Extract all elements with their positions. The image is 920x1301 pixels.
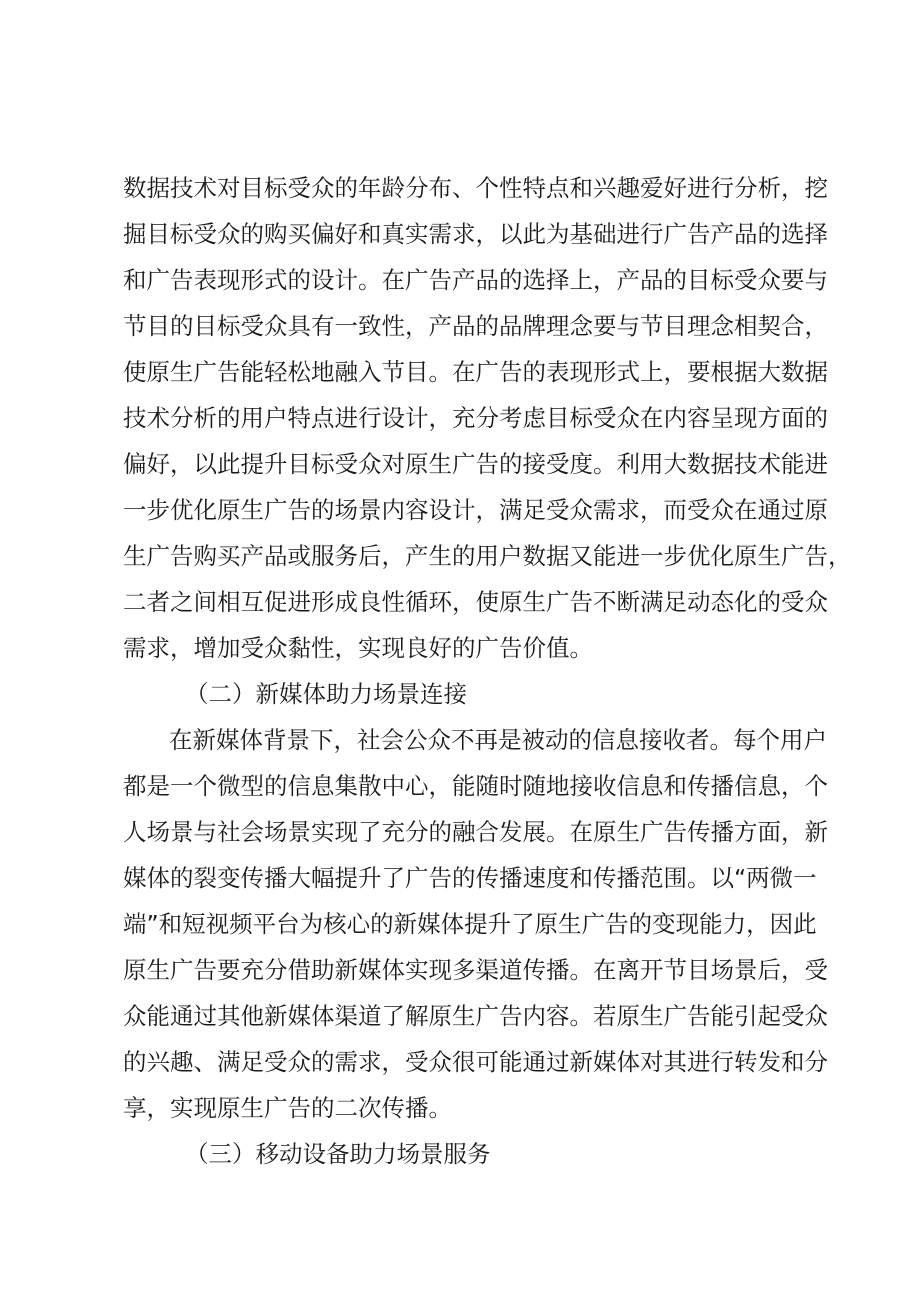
text-line: 都是一个微型的信息集散中心，能随时随地接收信息和传播信息，个: [123, 772, 828, 800]
text-line: 使原生广告能轻松地融入节目。在广告的表现形式上，要根据大数据: [123, 358, 828, 386]
text-line: 节目的目标受众具有一致性，产品的品牌理念要与节目理念相契合，: [123, 312, 828, 340]
text-line: 的兴趣、满足受众的需求，受众很可能通过新媒体对其进行转发和分: [123, 1048, 828, 1076]
text-line: 二者之间相互促进形成良性循环，使原生广告不断满足动态化的受众: [123, 588, 828, 616]
text-line: 媒体的裂变传播大幅提升了广告的传播速度和传播范围。以“两微一: [123, 864, 817, 892]
paragraph: [123, 165, 852, 671]
text-line: 和广告表现形式的设计。在广告产品的选择上，产品的目标受众要与: [123, 266, 828, 294]
section-heading: （三）移动设备助力场景服务: [185, 1140, 491, 1168]
text-line: 端”和短视频平台为核心的新媒体提升了原生广告的变现能力，因此: [123, 910, 817, 938]
text-line: 掘目标受众的购买偏好和真实需求，以此为基础进行广告产品的选择: [123, 220, 828, 248]
text-line: 需求，增加受众黏性，实现良好的广告价值。: [123, 634, 593, 662]
text-line: 原生广告要充分借助新媒体实现多渠道传播。在离开节目场景后，受: [123, 956, 828, 984]
text-line: 一步优化原生广告的场景内容设计，满足受众需求，而受众在通过原: [123, 496, 828, 524]
section-heading: （二）新媒体助力场景连接: [185, 680, 467, 708]
text-line: 生广告购买产品或服务后，产生的用户数据又能进一步优化原生广告，: [123, 542, 852, 570]
paragraph: [123, 717, 828, 1131]
text-line: 众能通过其他新媒体渠道了解原生广告内容。若原生广告能引起受众: [123, 1002, 828, 1030]
text-line: 享，实现原生广告的二次传播。: [123, 1094, 452, 1122]
text-line: 技术分析的用户特点进行设计，充分考虑目标受众在内容呈现方面的: [123, 404, 828, 432]
text-line: 人场景与社会场景实现了充分的融合发展。在原生广告传播方面，新: [123, 818, 828, 846]
text-line: 数据技术对目标受众的年龄分布、个性特点和兴趣爱好进行分析，挖: [123, 174, 828, 202]
text-line: 在新媒体背景下，社会公众不再是被动的信息接收者。每个用户: [169, 726, 827, 754]
text-line: 偏好，以此提升目标受众对原生广告的接受度。利用大数据技术能进: [123, 450, 828, 478]
document-body: [123, 165, 852, 1177]
